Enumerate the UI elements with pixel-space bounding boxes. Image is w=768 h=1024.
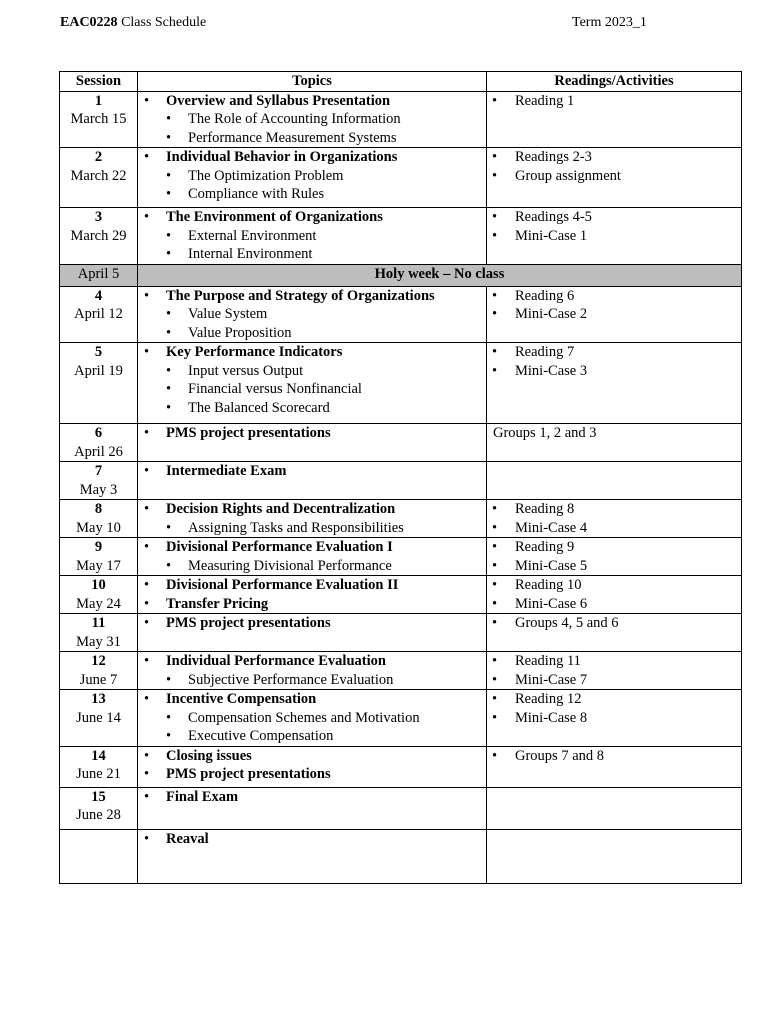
reading-item: • Reading 11 <box>487 652 741 671</box>
topics-cell <box>138 343 487 424</box>
topic-item: • Reaval <box>138 830 486 849</box>
session-date: April 26 <box>74 443 123 460</box>
session-cell <box>60 787 138 829</box>
subtopic-item: • The Optimization Problem <box>138 167 486 186</box>
reading-item: Groups 1, 2 and 3 <box>493 425 597 441</box>
topic-item: • Final Exam <box>138 788 486 807</box>
readings-cell <box>487 746 742 787</box>
topic-item: • Incentive Compensation <box>138 690 486 709</box>
column-header-topics: Topics <box>138 72 487 92</box>
readings-cell <box>487 148 742 208</box>
topics-cell <box>138 148 487 208</box>
topic-item: • Individual Behavior in Organizations <box>138 148 486 167</box>
session-number: 15 <box>91 788 106 805</box>
session-number: 8 <box>94 501 103 517</box>
topics-cell <box>138 746 487 787</box>
subtopic-item: • Compliance with Rules <box>138 185 486 204</box>
session-date: June 14 <box>76 709 121 726</box>
table-row <box>60 652 742 690</box>
reading-item: • Mini-Case 6 <box>487 595 741 614</box>
session-date: March 29 <box>70 227 127 244</box>
table-row <box>60 424 742 462</box>
topic-item: • PMS project presentations <box>138 424 486 443</box>
table-row <box>60 787 742 829</box>
session-number: 13 <box>91 691 106 707</box>
topics-cell <box>138 690 487 747</box>
table-row <box>60 208 742 265</box>
table-row <box>60 576 742 614</box>
topics-cell <box>138 500 487 538</box>
session-number: 14 <box>91 747 106 764</box>
topics-cell <box>138 424 487 462</box>
readings-cell <box>487 500 742 538</box>
session-date: March 22 <box>70 167 127 184</box>
readings-cell <box>487 424 742 462</box>
document-header <box>60 15 680 35</box>
session-date: April 12 <box>74 306 123 322</box>
session-number: 11 <box>91 615 106 631</box>
reading-item: • Mini-Case 7 <box>487 671 741 690</box>
reading-item: • Mini-Case 1 <box>487 227 741 246</box>
topic-item: • Closing issues <box>138 747 486 766</box>
session-cell <box>60 690 138 747</box>
reading-item: • Reading 10 <box>487 576 741 595</box>
subtopic-item: • Value System <box>138 305 486 324</box>
topic-item: • Overview and Syllabus Presentation <box>138 92 486 111</box>
session-cell <box>60 286 138 343</box>
subtopic-item: • Subjective Performance Evaluation <box>138 671 486 690</box>
table-row <box>60 538 742 576</box>
topics-cell <box>138 652 487 690</box>
session-number: 4 <box>94 287 103 304</box>
table-row <box>60 91 742 148</box>
session-number: 2 <box>94 149 103 165</box>
reading-item: • Group assignment <box>487 167 741 186</box>
readings-cell <box>487 614 742 652</box>
holiday-row <box>60 264 742 286</box>
table-row <box>60 746 742 787</box>
subtopic-item: • Value Proposition <box>138 324 486 343</box>
topic-item: • PMS project presentations <box>138 614 486 633</box>
session-date: May 24 <box>76 595 121 612</box>
readings-cell <box>487 343 742 424</box>
topics-cell <box>138 614 487 652</box>
reading-item: • Groups 7 and 8 <box>487 747 741 766</box>
session-cell <box>60 576 138 614</box>
reading-item: • Reading 6 <box>487 287 741 306</box>
session-cell <box>60 746 138 787</box>
topics-cell <box>138 538 487 576</box>
subtopic-item: • The Role of Accounting Information <box>138 110 486 129</box>
subtopic-item: • Financial versus Nonfinancial <box>138 380 486 399</box>
session-cell <box>60 424 138 462</box>
subtopic-item: • Internal Environment <box>138 245 486 264</box>
subtopic-item: • Executive Compensation <box>138 727 486 746</box>
session-date: June 28 <box>76 807 121 823</box>
session-cell <box>60 538 138 576</box>
readings-cell <box>487 576 742 614</box>
schedule-table <box>59 71 742 884</box>
topic-item: • Decision Rights and Decentralization <box>138 500 486 519</box>
table-row <box>60 148 742 208</box>
table-row <box>60 690 742 747</box>
reading-item: • Mini-Case 2 <box>487 305 741 324</box>
topics-cell <box>138 208 487 265</box>
topic-item: • Individual Performance Evaluation <box>138 652 486 671</box>
reading-item: • Reading 7 <box>487 343 741 362</box>
table-row <box>60 614 742 652</box>
readings-cell <box>487 462 742 500</box>
reading-item: • Reading 1 <box>487 92 741 111</box>
session-number: 6 <box>94 425 103 441</box>
topic-item: • Transfer Pricing <box>138 595 486 614</box>
topics-cell <box>138 829 487 883</box>
column-header-readings: Readings/Activities <box>487 72 742 92</box>
readings-cell <box>487 208 742 265</box>
table-row <box>60 462 742 500</box>
readings-cell <box>487 91 742 148</box>
course-title: Class Schedule <box>121 15 207 30</box>
session-date: May 3 <box>79 481 118 498</box>
topic-item: • Key Performance Indicators <box>138 343 486 362</box>
reading-item: • Mini-Case 5 <box>487 557 741 576</box>
reading-item: • Reading 9 <box>487 538 741 557</box>
session-date: June 7 <box>79 671 118 688</box>
column-header-session: Session <box>60 72 138 92</box>
session-cell <box>60 829 138 883</box>
readings-cell <box>487 787 742 829</box>
reading-item: • Groups 4, 5 and 6 <box>487 614 741 633</box>
subtopic-item: • Compensation Schemes and Motivation <box>138 709 486 728</box>
subtopic-item: • Assigning Tasks and Responsibilities <box>138 519 486 538</box>
topics-cell <box>138 576 487 614</box>
session-number: 12 <box>91 653 106 669</box>
session-number: 9 <box>94 539 103 555</box>
reading-item: • Reading 12 <box>487 690 741 709</box>
session-cell <box>60 208 138 265</box>
session-cell <box>60 264 138 286</box>
table-row <box>60 829 742 883</box>
reading-item: • Reading 8 <box>487 500 741 519</box>
session-date: June 21 <box>76 766 121 782</box>
session-date: April 5 <box>77 265 120 282</box>
subtopic-item: • Measuring Divisional Performance <box>138 557 486 576</box>
readings-cell <box>487 538 742 576</box>
topics-cell <box>138 462 487 500</box>
topic-item: • Divisional Performance Evaluation I <box>138 538 486 557</box>
session-number: 10 <box>91 577 106 593</box>
session-cell <box>60 343 138 424</box>
reading-item: • Readings 2-3 <box>487 148 741 167</box>
session-cell <box>60 148 138 208</box>
topic-item: • The Purpose and Strategy of Organizations <box>138 287 486 306</box>
table-header-row <box>60 72 742 92</box>
topic-item: • Divisional Performance Evaluation II <box>138 576 486 595</box>
session-cell <box>60 614 138 652</box>
reading-item: • Mini-Case 4 <box>487 519 741 538</box>
subtopic-item: • Performance Measurement Systems <box>138 129 486 148</box>
readings-cell <box>487 286 742 343</box>
readings-cell <box>487 690 742 747</box>
session-cell <box>60 91 138 148</box>
table-row <box>60 286 742 343</box>
session-date: March 15 <box>70 111 127 127</box>
reading-item: • Readings 4-5 <box>487 208 741 227</box>
table-row <box>60 343 742 424</box>
session-number: 7 <box>94 463 103 479</box>
course-code: EAC0228 <box>60 15 118 30</box>
session-number: 5 <box>94 344 103 360</box>
session-cell <box>60 652 138 690</box>
table-row <box>60 500 742 538</box>
session-cell <box>60 462 138 500</box>
reading-item: • Mini-Case 3 <box>487 362 741 381</box>
session-date: April 19 <box>74 362 123 379</box>
session-date: May 17 <box>76 557 121 574</box>
topics-cell <box>138 91 487 148</box>
subtopic-item: • The Balanced Scorecard <box>138 399 486 418</box>
subtopic-item: • Input versus Output <box>138 362 486 381</box>
reading-item: • Mini-Case 8 <box>487 709 741 728</box>
session-date: May 31 <box>76 633 121 650</box>
topics-cell <box>138 286 487 343</box>
schedule-body <box>60 91 742 883</box>
term-label: Term 2023_1 <box>572 15 647 30</box>
readings-cell <box>487 829 742 883</box>
subtopic-item: • External Environment <box>138 227 486 246</box>
session-cell <box>60 500 138 538</box>
readings-cell <box>487 652 742 690</box>
topic-item: • PMS project presentations <box>138 765 486 784</box>
holiday-label: Holy week – No class <box>138 264 742 286</box>
topic-item: • Intermediate Exam <box>138 462 486 481</box>
topic-item: • The Environment of Organizations <box>138 208 486 227</box>
topics-cell <box>138 787 487 829</box>
session-date: May 10 <box>76 519 121 536</box>
session-number: 3 <box>94 209 103 225</box>
session-number: 1 <box>94 92 103 109</box>
